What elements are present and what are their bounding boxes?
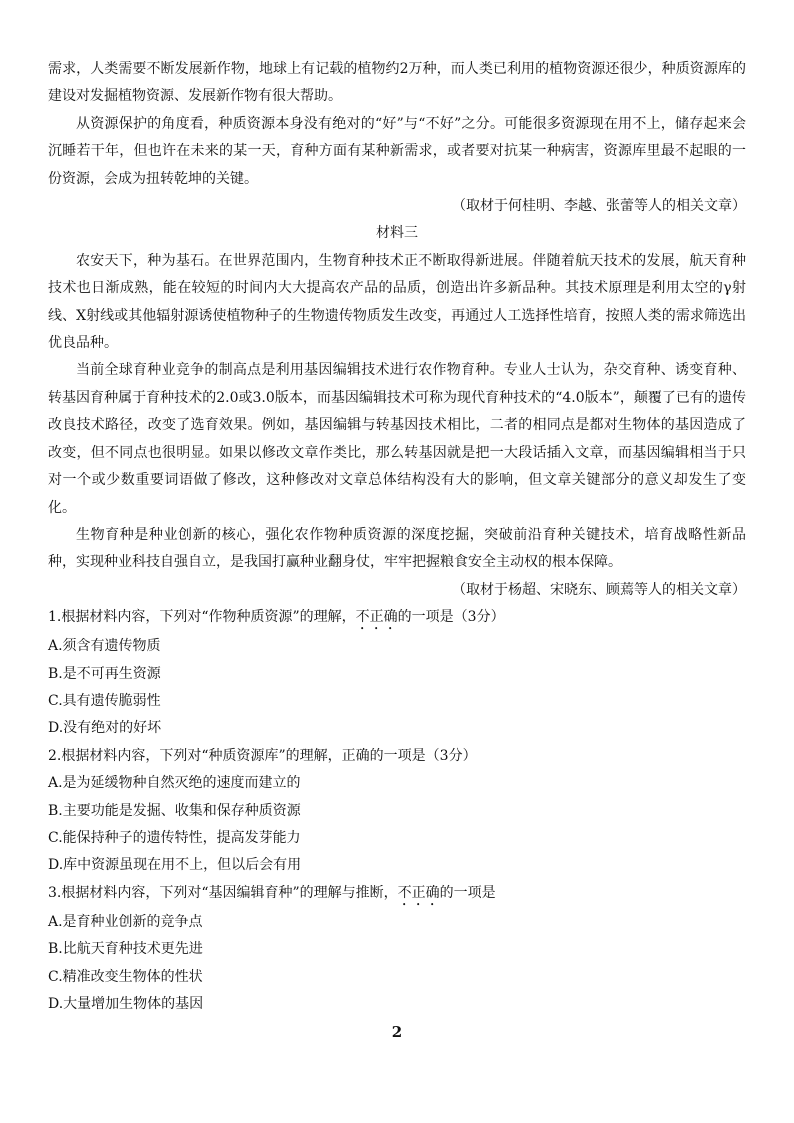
option-c: C.精准改变生物体的性状 [48, 968, 203, 985]
question-stem [48, 604, 746, 633]
option-a: A.须含有遗传物质 [48, 638, 161, 655]
option-c: C.能保持种子的遗传特性，提高发芽能力 [48, 829, 301, 846]
option-d: D.没有绝对的好坏 [48, 720, 162, 737]
question-1 [48, 604, 746, 743]
question-stem [48, 880, 746, 909]
stem-text: 的一项是 [439, 884, 496, 901]
source-citation: （取材于杨超、宋晓东、顾蔫等人的相关文章） [452, 581, 746, 598]
paragraph: 生物育种是种业创新的核心，强化农作物种质资源的深度挖掘，突破前沿育种关键技术，培育战略性新品种，实现种业科技自强自立，是我国打赢种业翻身仗，牢牢把握粮食安全主动权的根本保障。 [48, 526, 746, 571]
paragraph: 从资源保护的角度看，种质资源本身没有绝对的“好”与“不好”之分。可能很多资源现在用不上，储存起来会沉睡若干年，但也许在未来的某一天，育种方面有某种新需求，或者要对抗某一种病害，资源库里最不起眼的一份资源，会成为扭转乾坤的关键。 [48, 115, 746, 187]
question-2 [48, 743, 746, 880]
paragraph: 需求，人类需要不断发展新作物，地球上有记载的植物约2万种，而人类已利用的植物资源还很少，种质资源库的建设对发掘植物资源、发展新作物有很大帮助。 [48, 61, 746, 105]
question-stem [48, 743, 746, 770]
stem-text: 3.根据材料内容，下列对“基因编辑育种”的理解与推断， [48, 884, 398, 901]
stem-text: 2.根据材料内容，下列对“种质资源库”的理解，正确的一项是（3分） [48, 747, 477, 764]
emphasized-text: 不正确 [355, 609, 398, 626]
option-b: B.是不可再生资源 [48, 665, 161, 682]
paragraph: 当前全球育种业竞争的制高点是利用基因编辑技术进行农作物育种。专业人士认为，杂交育种、诱变育种、转基因育种属于育种技术的2.0或3.0版本，而基因编辑技术可称为现代育种技术的“4.0版本”，颠覆了已有的遗传改良技术路径，改变了选育效果。例如，基因编辑与转基因技术相比，二者的相同点是都对生物体的基因造成了改变，但不同点也很明显。如果以修改文章作类比，那么转基因就是把一大段话插入文章，而基因编辑相当于只对一个或少数重要词语做了修改，这种修改对文章总体结构没有大的影响，但文章关键部分的意义却发生了变化。 [48, 362, 746, 516]
stem-text: 1.根据材料内容，下列对“作物种质资源”的理解， [48, 609, 356, 626]
emphasized-text: 不正确 [397, 884, 440, 901]
option-c: C.具有遗传脆弱性 [48, 692, 161, 709]
question-3 [48, 880, 746, 1019]
option-b: B.主要功能是发掘、收集和保存种质资源 [48, 802, 301, 819]
option-a: A.是育种业创新的竞争点 [48, 913, 203, 930]
option-b: B.比航天育种技术更先进 [48, 941, 203, 958]
section-heading: 材料三 [376, 225, 418, 242]
source-citation: （取材于何桂明、李越、张蕾等人的相关文章） [452, 198, 746, 215]
stem-text: 的一项是（3分） [397, 609, 505, 626]
page-number: 2 [391, 1023, 403, 1041]
option-d: D.库中资源虽现在用不上，但以后会有用 [48, 857, 302, 874]
option-d: D.大量增加生物体的基因 [48, 996, 204, 1012]
paragraph: 农安天下，种为基石。在世界范围内，生物育种技术正不断取得新进展。伴随着航天技术的发展，航天育种技术也日渐成熟，能在较短的时间内大大提高农产品的品质，创造出许多新品种。其技术原理是利用太空的γ射线、X射线或其他辐射源诱使植物种子的生物遗传物质发生改变，再通过人工选择性培育，按照人类的需求筛选出优良品种。 [48, 252, 746, 352]
document-page [48, 56, 746, 1018]
option-a: A.是为延缓物种自然灭绝的速度而建立的 [48, 775, 301, 792]
